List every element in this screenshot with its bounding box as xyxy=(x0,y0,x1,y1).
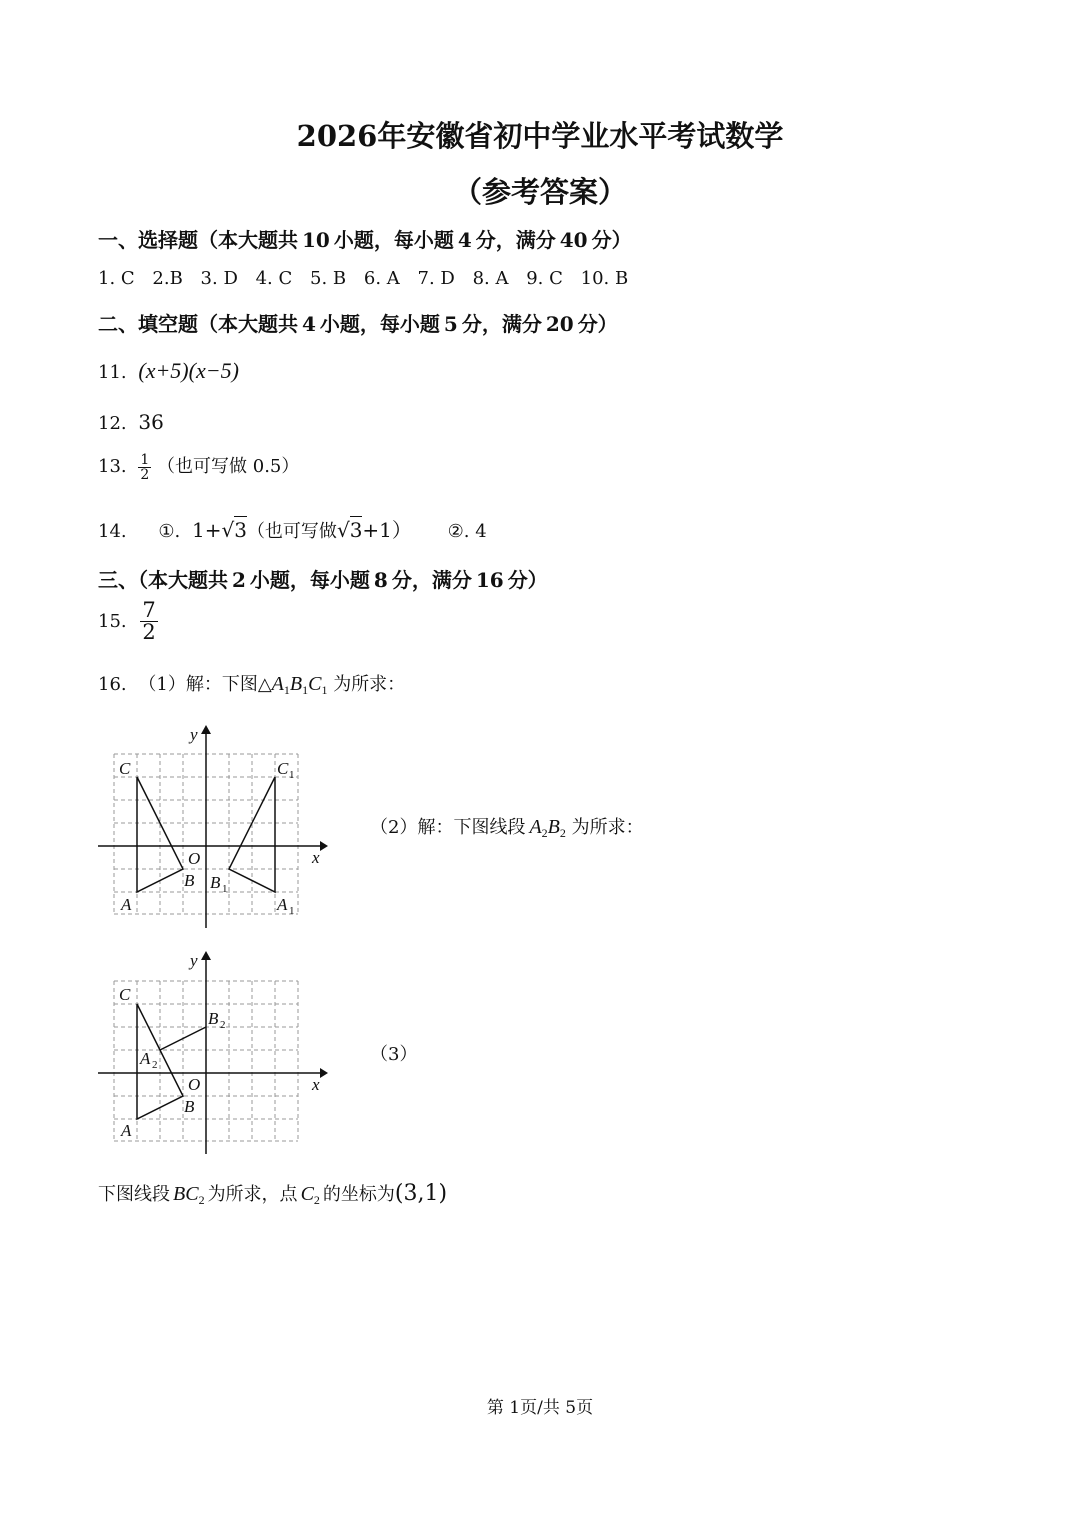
mc-answer: 4. C xyxy=(255,268,293,289)
svg-text:A: A xyxy=(121,1121,132,1140)
mc-answer: 2.B xyxy=(152,268,183,289)
mc-answer: 3. D xyxy=(200,268,238,289)
q16-part1: 16. （1）解：下图$\triangle A_1B_1C_1$ 为所求： xyxy=(98,673,406,697)
svg-text:1: 1 xyxy=(222,883,228,895)
svg-text:A: A xyxy=(277,895,288,914)
svg-text:2: 2 xyxy=(220,1019,226,1031)
q14-answer: 14. ①. 1+√3（也可写做√3+1） ②. 4 xyxy=(98,518,487,542)
svg-text:x: x xyxy=(312,1075,320,1094)
page-subtitle: （参考答案） xyxy=(452,175,627,209)
figure-2-grid xyxy=(94,944,334,1158)
svg-text:B: B xyxy=(210,873,221,892)
svg-text:C: C xyxy=(119,759,131,778)
svg-text:B: B xyxy=(208,1009,219,1028)
mc-answer: 5. B xyxy=(310,268,347,289)
svg-text:C: C xyxy=(119,985,131,1004)
svg-text:B: B xyxy=(184,871,195,890)
q16-part3: （3） xyxy=(370,1044,418,1065)
q11-answer: 11. (x+5)(x−5) xyxy=(98,358,239,383)
svg-text:A: A xyxy=(140,1049,151,1068)
mc-answers xyxy=(98,268,628,289)
mc-answer: 9. C xyxy=(526,268,563,289)
svg-text:y: y xyxy=(190,951,198,970)
q16-final: 下图线段 $BC_2$ 为所求，点 $C_2$ 的坐标为(3,1) xyxy=(98,1181,448,1207)
q13-fraction: $\frac{1}{2}$ xyxy=(140,451,150,483)
mc-answer: 6. A xyxy=(363,268,400,289)
q16-part2: （2）解：下图线段 $A_2B_2$ 为所求： xyxy=(370,816,644,840)
svg-text:O: O xyxy=(188,849,201,868)
mc-answer: 8. A xyxy=(472,268,509,289)
mc-answer: 7. D xyxy=(417,268,455,289)
section-1-heading: 一、选择题（本大题共 10 小题，每小题 4 分，满分 40 分） xyxy=(98,228,632,252)
svg-text:B: B xyxy=(184,1097,195,1116)
section-2-heading: 二、填空题（本大题共 4 小题，每小题 5 分，满分 20 分） xyxy=(98,312,618,336)
svg-text:1: 1 xyxy=(289,769,295,781)
section-3-heading: 三、（本大题共 2 小题，每小题 8 分，满分 16 分） xyxy=(98,568,548,592)
q13-answer: 13. $\frac{1}{2}$ （也可写做 0.5） xyxy=(98,451,300,483)
page-footer: 第 1页/共 5页 xyxy=(486,1398,594,1418)
svg-text:O: O xyxy=(188,1075,201,1094)
figure-1-grid xyxy=(94,718,334,932)
q12-answer: 12. 36 xyxy=(98,410,164,434)
mc-answer: 10. B xyxy=(580,268,629,289)
q11-expression: (x+5)(x−5) xyxy=(138,358,239,383)
svg-text:2: 2 xyxy=(152,1059,158,1071)
svg-text:y: y xyxy=(190,725,198,744)
q15-fraction: $\frac{7}{2}$ xyxy=(142,598,156,644)
svg-text:C: C xyxy=(277,759,289,778)
mc-answer: 1. C xyxy=(98,268,135,289)
page-title: 2026年安徽省初中学业水平考试数学 xyxy=(296,119,784,153)
svg-text:x: x xyxy=(312,848,320,867)
svg-text:A: A xyxy=(121,895,132,914)
svg-text:1: 1 xyxy=(289,905,295,917)
q15-answer: 15. $\frac{7}{2}$ xyxy=(98,598,156,644)
